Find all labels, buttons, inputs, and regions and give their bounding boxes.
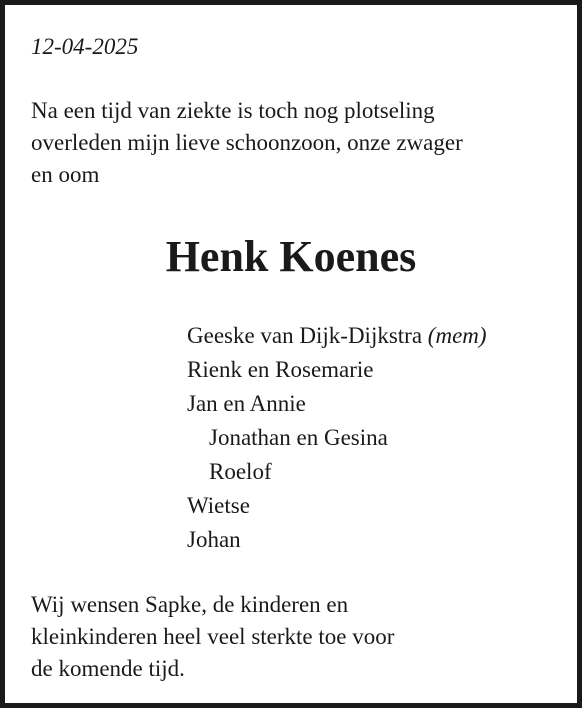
closing-text <box>31 589 394 685</box>
intro-text <box>31 95 463 191</box>
intro-line: overleden mijn lieve schoonzoon, onze zwager <box>31 130 463 155</box>
family-list <box>187 319 487 557</box>
announcement-date: 12-04-2025 <box>31 34 139 59</box>
intro-line: en oom <box>31 162 100 187</box>
closing-line: kleinkinderen heel veel sterkte toe voor <box>31 624 395 649</box>
intro-line: Na een tijd van ziekte is toch nog plotseling <box>31 98 435 123</box>
family-member-name: Geeske van Dijk-Dijkstra <box>187 323 423 348</box>
family-member: Johan <box>187 527 241 552</box>
family-member: Jan en Annie <box>187 391 306 416</box>
family-member-grandchild: Jonathan en Gesina <box>209 425 388 450</box>
closing-line: de komende tijd. <box>31 656 185 681</box>
family-member: Wietse <box>187 493 250 518</box>
closing-line: Wij wensen Sapke, de kinderen en <box>31 592 349 617</box>
family-member <box>187 319 487 353</box>
family-member: Rienk en Rosemarie <box>187 357 374 382</box>
deceased-name: Henk Koenes <box>165 232 417 281</box>
family-member-note: (mem) <box>427 323 487 348</box>
family-member-grandchild: Roelof <box>209 459 272 484</box>
